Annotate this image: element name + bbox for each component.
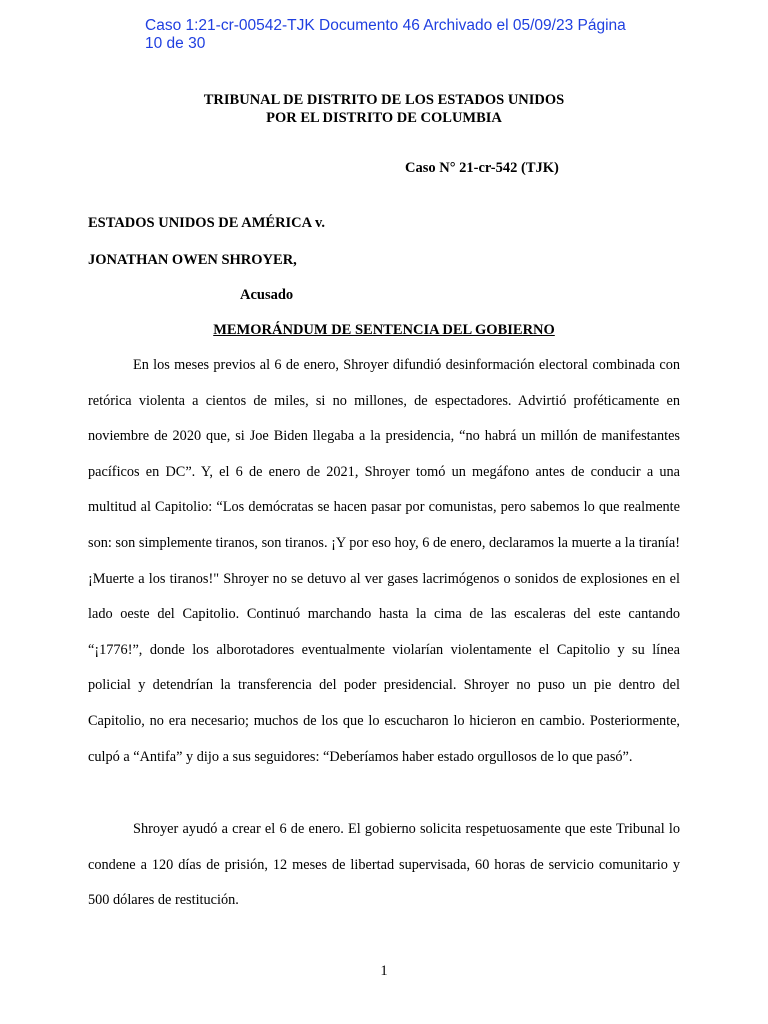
plaintiff-name: ESTADOS UNIDOS DE AMÉRICA v. <box>88 215 326 231</box>
body-paragraph-2: Shroyer ayudó a crear el 6 de enero. El gobierno solicita respetuosamente que este Tribunal lo condene a 120 días de prisión, 12 meses de libertad supervisada, 60 horas de servicio comunitario y 500 dólares de restitución. <box>88 821 680 909</box>
court-name-line-2: POR EL DISTRITO DE COLUMBIA <box>266 110 502 126</box>
page-number: 1 <box>380 963 388 979</box>
case-number: Caso N° 21-cr-542 (TJK) <box>405 160 559 176</box>
filing-header-stamp: Caso 1:21-cr-00542-TJK Documento 46 Archivado el 05/09/23 Página 10 de 30 <box>145 17 626 52</box>
defendant-role: Acusado <box>240 287 294 303</box>
body-paragraph-1: En los meses previos al 6 de enero, Shroyer difundió desinformación electoral combinada con retórica violenta a cientos de miles, si no millones, de espectadores. Advirtió proféticamente en noviembre de 2020 que, si Joe Biden llegaba a la presidencia, “no habrá un millón de manifestantes pacíficos en DC”. Y, el 6 de enero de 2021, Shroyer tomó un megáfono antes de conducir a una multitud al Capitolio: “Los demócratas se hacen pasar por comunistas, pero sabemos lo que realmente son: son simplemente tiranos, son tiranos. ¡Y por eso hoy, 6 de enero, declaramos la muerte a la tiranía! ¡Muerte a los tiranos!" Shroyer no se detuvo al ver gases lacrimógenos o sonidos de explosiones en el lado oeste del Capitolio. Continuó marchando hasta la cima de las escaleras del este cantando “¡1776!”, donde los alborotadores eventualmente violarían violentamente el Capitolio y su línea policial y detendrían la transferencia del poder presidencial. Shroyer no puso un pie dentro del Capitolio, no era necesario; muchos de los que lo escucharon lo hicieron en cambio. Posteriormente, culpó a “Antifa” y dijo a sus seguidores: “Deberíamos haber estado orgullosos de lo que pasó”. <box>88 357 680 765</box>
defendant-name: JONATHAN OWEN SHROYER, <box>88 252 297 268</box>
court-name-line-1: TRIBUNAL DE DISTRITO DE LOS ESTADOS UNIDOS <box>203 92 565 108</box>
memo-title: MEMORÁNDUM DE SENTENCIA DEL GOBIERNO <box>213 322 555 338</box>
